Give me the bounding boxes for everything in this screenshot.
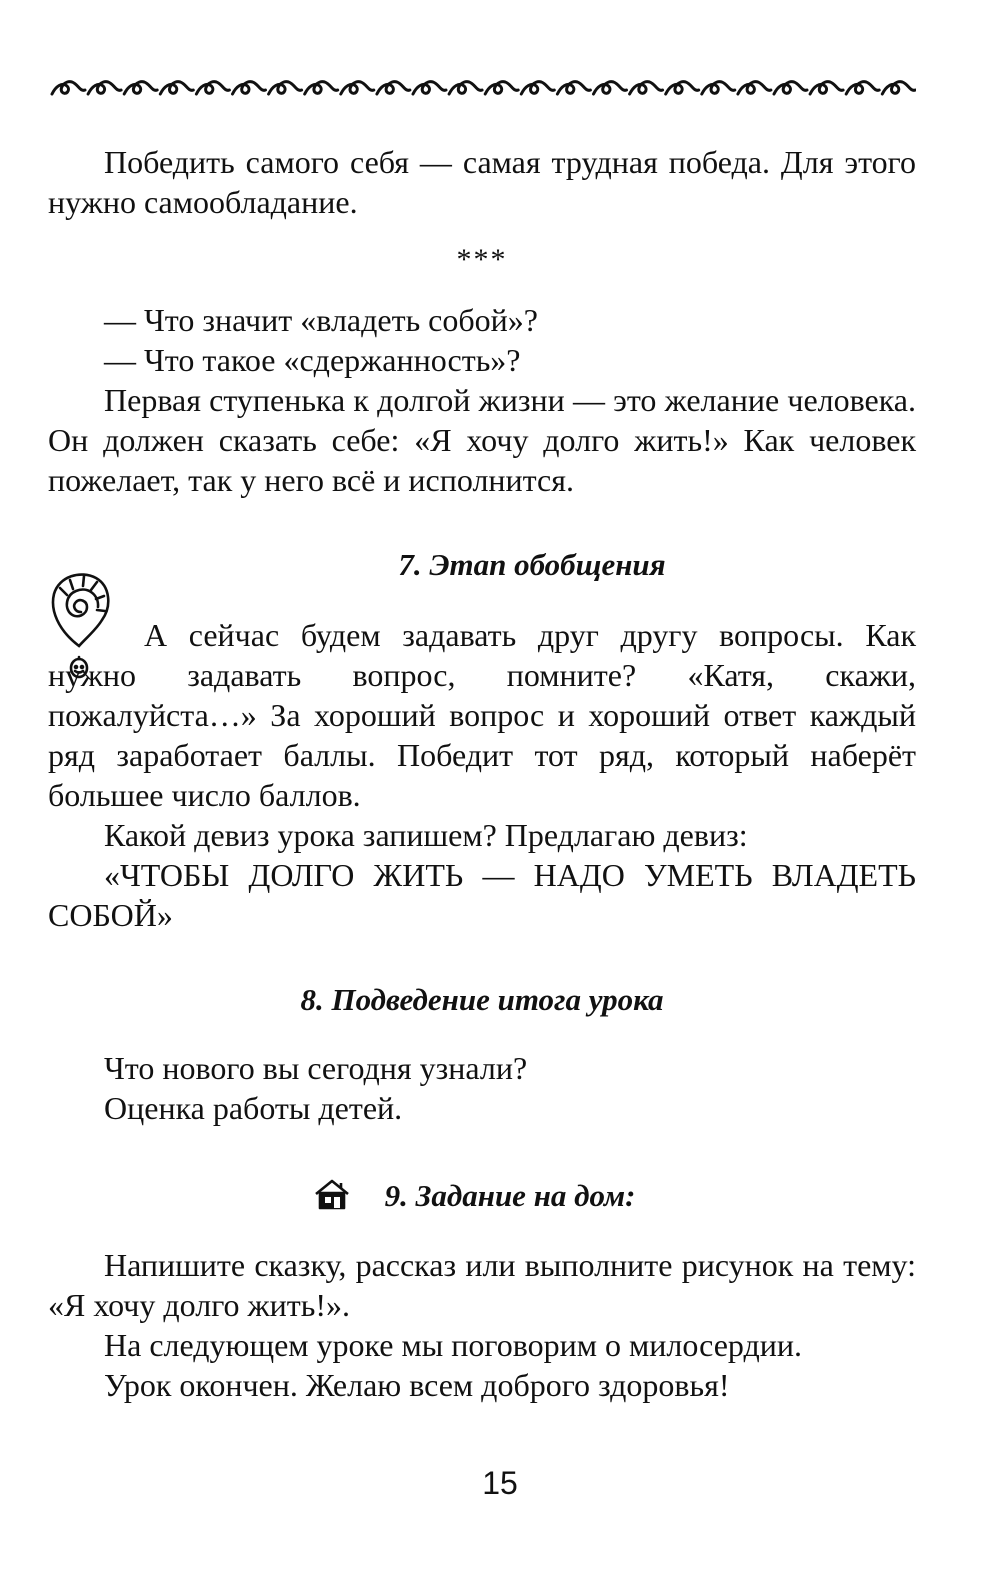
ornament-swirl — [485, 82, 518, 94]
ornament-swirl — [882, 82, 915, 94]
questions-block — [48, 300, 916, 500]
section-8-body — [48, 1048, 916, 1128]
section-7-heading-wrap — [48, 545, 916, 585]
ornament-swirl — [88, 82, 121, 94]
section-9-title: 9. Задание на дом: — [384, 1178, 636, 1213]
section-7-paragraph-text: А сейчас будем задавать друг другу вопросы. Как нужно задавать вопрос, помните? «Катя, скажи, пожалуйста…» За хороший вопрос и хороший ответ каждый ряд заработает баллы. Победит тот ряд, который наберёт большее число баллов. — [48, 617, 916, 813]
question-2: — Что такое «сдержанность»? — [104, 342, 521, 378]
ornament-swirl — [846, 82, 879, 94]
ornament-swirl — [557, 82, 590, 94]
section-9-farewell: Урок окончен. Желаю всем доброго здоровья! — [104, 1367, 730, 1403]
ornament-swirl — [774, 82, 807, 94]
section-9-body — [48, 1245, 916, 1405]
ornament-swirl — [377, 82, 410, 94]
ornament-swirl — [449, 82, 482, 94]
ornament-swirl — [124, 82, 157, 94]
ornament-swirl — [521, 82, 554, 94]
section-7-body — [48, 615, 916, 935]
ornament-swirl — [196, 82, 229, 94]
section-7-title: 7. Этап обобщения — [398, 547, 666, 582]
ornament-swirl — [269, 82, 302, 94]
ornament-swirl — [160, 82, 193, 94]
section-8-question: Что нового вы сегодня узнали? — [104, 1050, 528, 1086]
ornament-swirl — [233, 82, 266, 94]
ornament-swirl — [738, 82, 771, 94]
paragraph-victory: Победить самого себя — самая трудная победа. Для этого нужно самообладание. — [48, 144, 916, 220]
section-8-title: 8. Подведение итога урока — [300, 982, 664, 1017]
stars-separator: *** — [456, 243, 508, 276]
page-number: 15 — [482, 1465, 518, 1501]
intro-paragraph — [48, 142, 916, 222]
ornament-swirl — [413, 82, 446, 94]
paragraph-first-step: Первая ступенька к долгой жизни — это желание человека. Он должен сказать себе: «Я хочу долго жить!» Как человек пожелает, так у него всё и исполнится. — [48, 382, 916, 498]
section-7-paragraph-motto-intro: Какой девиз урока запишем? Предлагаю девиз: — [104, 817, 748, 853]
ornament-swirl — [305, 82, 338, 94]
ornament-swirl — [810, 82, 843, 94]
section-9-next-lesson: На следующем уроке мы поговорим о милосердии. — [104, 1327, 803, 1363]
ornament-swirl — [594, 82, 627, 94]
section-7-paragraph-questions — [48, 615, 916, 815]
question-1: — Что значит «владеть собой»? — [104, 302, 538, 338]
section-9-heading-wrap — [48, 1176, 916, 1216]
ornament-swirl — [630, 82, 663, 94]
wave-ornament-icon — [48, 72, 916, 104]
ornament-swirl — [702, 82, 735, 94]
ornament-swirl — [52, 82, 85, 94]
ornament-swirl — [341, 82, 374, 94]
section-8-assessment: Оценка работы детей. — [104, 1090, 403, 1126]
section-8-heading-wrap — [48, 980, 916, 1020]
separator — [48, 240, 916, 280]
section-9-homework: Напишите сказку, рассказ или выполните рисунок на тему: «Я хочу долго жить!». — [48, 1247, 916, 1323]
section-7-motto: «ЧТОБЫ ДОЛГО ЖИТЬ — НАДО УМЕТЬ ВЛАДЕТЬ СОБОЙ» — [48, 857, 916, 933]
ornament-swirl — [666, 82, 699, 94]
